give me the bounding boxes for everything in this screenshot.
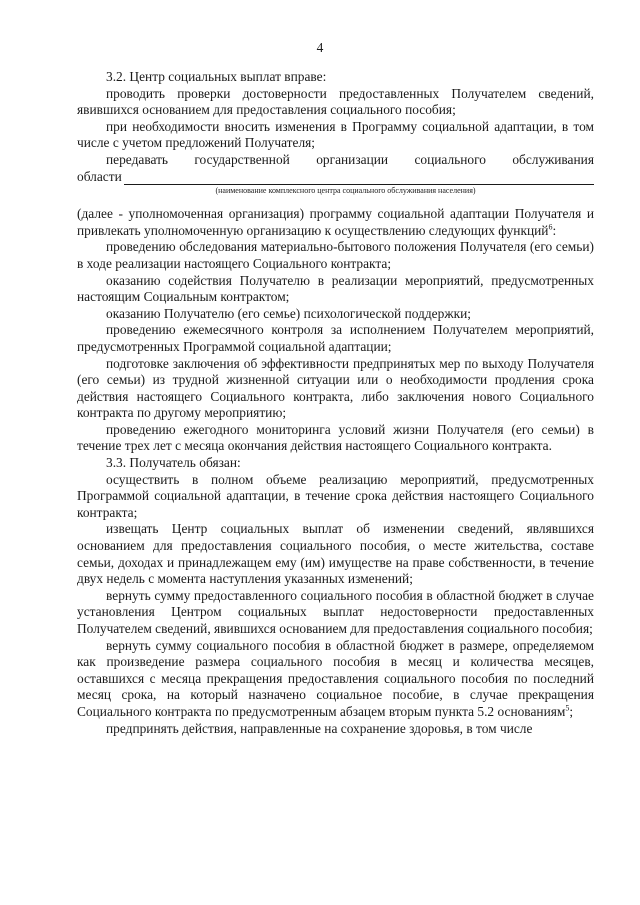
item-3-colon: : [552, 222, 557, 238]
footnote-5: 5 [565, 703, 570, 713]
organization-name-blank [124, 172, 594, 185]
section-3-2-item-2: при необходимости вносить изменения в Программу социальной адаптации, в том числе с учетом предложений Получателя; [77, 118, 594, 151]
obligation-1: осуществить в полном объеме реализацию мероприятий, предусмотренных Программой социальной адаптации, в течение срока действия настоящего Социального контракта; [77, 471, 594, 520]
obligation-4-semicolon: ; [569, 703, 574, 719]
obligation-4-text: вернуть сумму социального пособия в областной бюджет в размере, определяемом как произведение размера социального пособия в месяц и количества месяцев, оставшихся с месяца прекращения предоставления социального пособия по последний месяц срока, на который назначено социальное пособие, в случае прекращения Социального контракта по предусмотренным абзацем вторым пункта 5.2 основаниям [77, 637, 594, 719]
footnote-6: 6 [548, 222, 553, 232]
item-3-continued-text: (далее - уполномоченная организация) программу социальной адаптации Получателя и привлекать уполномоченную организацию к осуществлению следующих функций [77, 206, 594, 238]
obligation-5: предпринять действия, направленные на сохранение здоровья, в том числе [106, 720, 533, 736]
section-3-2-item-1: проводить проверки достоверности предоставленных Получателем сведений, явившихся основанием для предоставления социального пособия; [77, 85, 594, 118]
document-body [77, 69, 594, 737]
organization-name-field [77, 169, 594, 186]
function-3: оказанию Получателю (его семье) психологической поддержки; [106, 305, 471, 321]
region-word: области [77, 168, 122, 184]
function-5: подготовке заключения об эффективности предпринятых мер по выходу Получателя (его семьи) из трудной жизненной ситуации или о необходимости продления срока действия настоящего Социального контракта, либо заключения нового Социального контракта по другому мероприятию; [77, 355, 594, 421]
organization-name-caption: (наименование комплексного центра социального обслуживания населения) [215, 186, 476, 196]
function-2: оказанию содействия Получателю в реализации мероприятий, предусмотренных настоящим Социальным контрактом; [77, 272, 594, 305]
obligation-3: вернуть сумму предоставленного социального пособия в областной бюджет в случае установления Центром социальных выплат недостоверности предоставленных Получателем сведений, явившихся основанием для предоставления социального пособия; [77, 587, 594, 636]
section-3-2-item-3-continued [77, 206, 594, 239]
function-4: проведению ежемесячного контроля за исполнением Получателем мероприятий, предусмотренных Программой социальной адаптации; [77, 322, 594, 354]
function-6: проведению ежегодного мониторинга условий жизни Получателя (его семьи) в течение трех лет с месяца окончания действия настоящего Социального контракта. [77, 421, 594, 454]
section-3-3-heading: 3.3. Получатель обязан: [106, 455, 241, 471]
section-3-2-heading: 3.2. Центр социальных выплат вправе: [106, 69, 327, 84]
section-3-2-item-3: передавать государственной организации социального обслуживания [106, 151, 594, 167]
page-number: 4 [316, 40, 324, 55]
obligation-2: извещать Центр социальных выплат об изменении сведений, являвшихся основанием для предоставления социального пособия, о месте жительства, составе семьи, доходах и принадлежащем ему (им) имуществе на праве собственности, в течение двух недель с момента наступления указанных изменений; [77, 521, 594, 587]
function-1: проведению обследования материально-бытового положения Получателя (его семьи) в ходе реализации настоящего Социального контракта; [77, 239, 594, 271]
obligation-4 [77, 638, 594, 721]
